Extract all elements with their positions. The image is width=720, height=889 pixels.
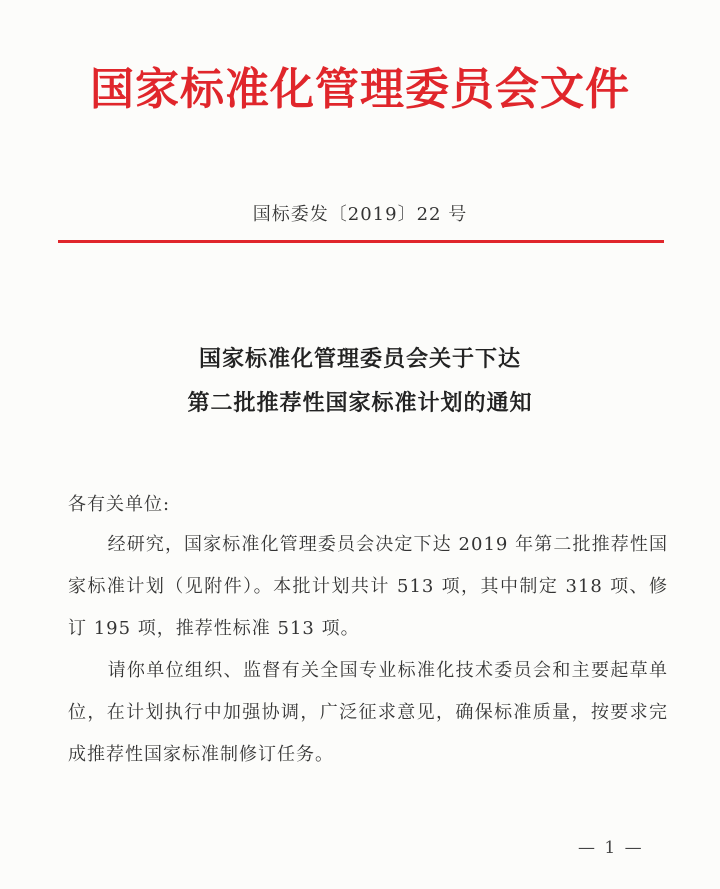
notice-title-line-1: 国家标准化管理委员会关于下达 [198,347,521,372]
page-number: — 1 — [578,838,644,858]
notice-title-line-2: 第二批推荐性国家标准计划的通知 [187,391,533,416]
body-paragraph-1: 经研究，国家标准化管理委员会决定下达 2019 年第二批推荐性国家标准计划（见附件）。本批计划共计 513 项，其中制定 318 项、修订 195 项，推荐性标准 513 项。 [68,534,668,639]
document-number: 国标委发〔2019〕22 号 [252,204,468,225]
salutation: 各有关单位: [68,494,171,515]
red-divider-line [58,240,664,243]
document-masthead: 国家标准化管理委员会文件 [90,64,630,115]
body-paragraph-2: 请你单位组织、监督有关全国专业标准化技术委员会和主要起草单位，在计划执行中加强协调，广泛征求意见，确保标准质量，按要求完成推荐性国家标准制修订任务。 [68,660,668,765]
